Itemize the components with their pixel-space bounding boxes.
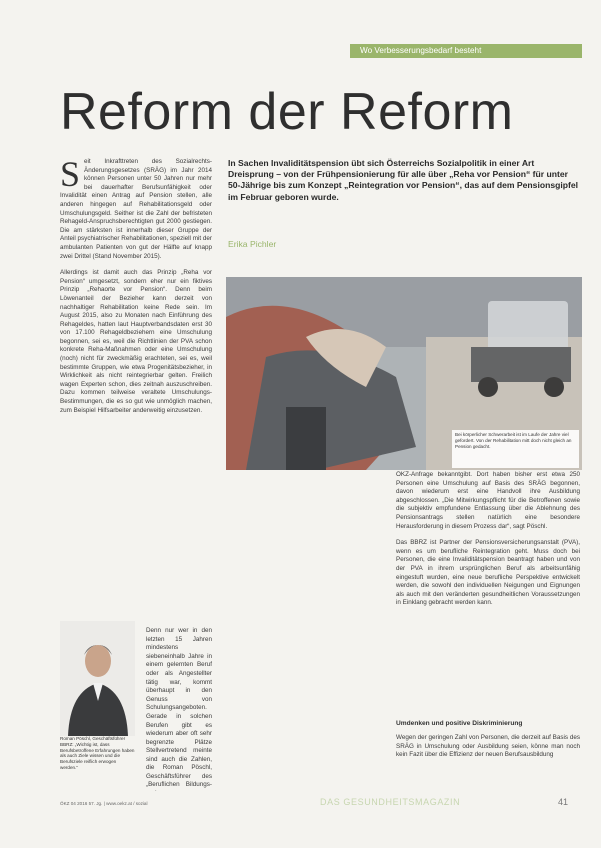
paragraph: Denn nur wer in den letzten 15 Jahren mindestens siebeneinhalb Jahre in einem gelernten Beruf oder als Angestellter tätig war, kommt überhaupt in den Genuss von Schulungsangeboten. Gerade in solchen Berufen gibt es wiederum aber oft sehr begrenzte Plätze xyxy=(146,627,212,746)
paragraph-text: eit Inkrafttreten des Sozialrechts-Änderungsgesetzes (SRÄG) im Jahr 2014 können Personen unter 50 Jahren nur mehr bei dauerhafter Berufsunfähigkeit oder Invalidität einen Antrag auf Pension stellen, alle anderen hingegen auf Rehabilitationsgeld oder Umschulungsgeld. Seither ist die Zahl der befristeten Rehageld-Anspruchsberechtigten gut 2000 gestiegen. Die am stärksten ist innerhalb dieser Gruppe der Anteil psychiatrischer Rehabilitationen, speziell mit der ambulanten Patienten von gut der Hälfte auf knapp zwei Drittel (Stand November 2015). xyxy=(60,158,212,260)
column-1 xyxy=(60,158,212,608)
photo-caption: Bei körperlicher Schwerarbeit ist im Laufe der Jahre viel gefordert. Von der Rehabilitation mitt doch nicht gleich an Pension gedacht. xyxy=(452,430,579,468)
footer-source: ÖKZ 04 2016 57. Jg. | www.oekz.at / sozial xyxy=(60,801,148,806)
article-title: Reform der Reform xyxy=(60,83,514,141)
column-3-bottom xyxy=(396,734,580,784)
section-kicker: Wo Verbesserungsbedarf besteht xyxy=(350,44,582,58)
footer-magazine-name: DAS GESUNDHEITSMAGAZIN xyxy=(320,797,461,807)
subheading: Umdenken und positive Diskriminierung xyxy=(396,720,523,727)
column-3 xyxy=(396,471,580,716)
paragraph: Stellvertretend meinte sind auch die Zahlen, die Roman Pöschl, Geschäftsführer des „Beruflichen Bildungs- xyxy=(146,747,212,789)
portrait-caption: Roman Pöschl, Geschäftsführer BBRZ: „Wichtig ist, dass Berufsbetroffene Erfahrungen haben als auch Ziele wissen und die Berufsziele reiflich erwogen werden.“ xyxy=(60,736,135,770)
column-2-bottom xyxy=(146,747,212,791)
paragraph: Das BBRZ ist Partner der Pensionsversicherungsanstalt (PVA), wenn es um berufliche Reintegration geht. Muss doch bei Personen, die eine Invaliditätspension beantragt haben und von der PVA in ihrem ursprünglichen Beruf als arbeitsunfähig eingestuft wurden, eine neue berufliche Perspektive entwickelt werden, die sowohl den individuellen Neigungen und Eignungen als auch mit den veränderten gesundheitlichen Voraussetzungen in Einklang gebracht werden kann. xyxy=(396,539,580,607)
paragraph: ÖKZ-Anfrage bekanntgibt. Dort haben bisher erst etwa 250 Personen eine Umschulung auf Basis des SRÄG begonnen, davon wiederum erst eine Handvoll ihre Ausbildung abgeschlossen. „Die Mitwirkungspflicht für die Betroffenen sowie die subjektiv empfundene Entlassung über die Ablehnung des Pensionsantrags stellen natürlich eine besondere Herausforderung in diesem Prozess dar“, sagt Pöschl. xyxy=(396,471,580,530)
paragraph xyxy=(60,158,212,261)
dropcap: S xyxy=(60,158,81,194)
paragraph: Wegen der geringen Zahl von Personen, die derzeit auf Basis des SRÄG in Umschulung oder Ausbildung seien, könne man noch kein Fazit über die Effizienz der neuen Berufsausbildung xyxy=(396,734,580,759)
author-byline: Erika Pichler xyxy=(228,239,277,249)
column-2-below xyxy=(146,627,212,747)
article-lead: In Sachen Invaliditätspension übt sich Österreichs Sozialpolitik in einer Art Dreisprung – von der Frühpensionierung für alle über „Reha vor Pension“ für unter 50-Jährige bis zum Konzept „Reintegration vor Pension“, das auf dem Pensionsgipfel im Februar geboren wurde. xyxy=(228,158,579,202)
page-number: 41 xyxy=(558,797,569,807)
portrait-photo xyxy=(60,621,135,736)
paragraph: Allerdings ist damit auch das Prinzip „Reha vor Pension“ umgesetzt, sondern eher nur ein fiktives Prinzip „Rehaorte vor Pension“. Denn beim Löwenanteil der Bezieher kann derzeit von nachhaltiger Rehabilitation keine Rede sein. Im August 2015, also zu Monaten nach Einführung des Rehageldes, hatten laut Hauptverbandsdaten erst 30 von 17.100 Rehageldbeziehern eine Umschulung begonnen, sei es, weil die Richtlinien der PVA schon konkrete Reha-Maßnahmen oder eine Umschulung (noch) nicht für zweckmäßig erachteten, sei es, weil bestimmte Gruppen, wie etwa Progenitätsbezieher, in Wirklichkeit als nicht reintegrierbar gelten. Freilich wagen Experten schon, dies zeitnah auszuschreiben. Dazu kommen teilweise veraltete Umschulungs-Bestimmungen, die es so gut wie unmöglich machen, zum Beispiel Hilfsarbeiter anderweitig einzusetzen. xyxy=(60,269,212,414)
